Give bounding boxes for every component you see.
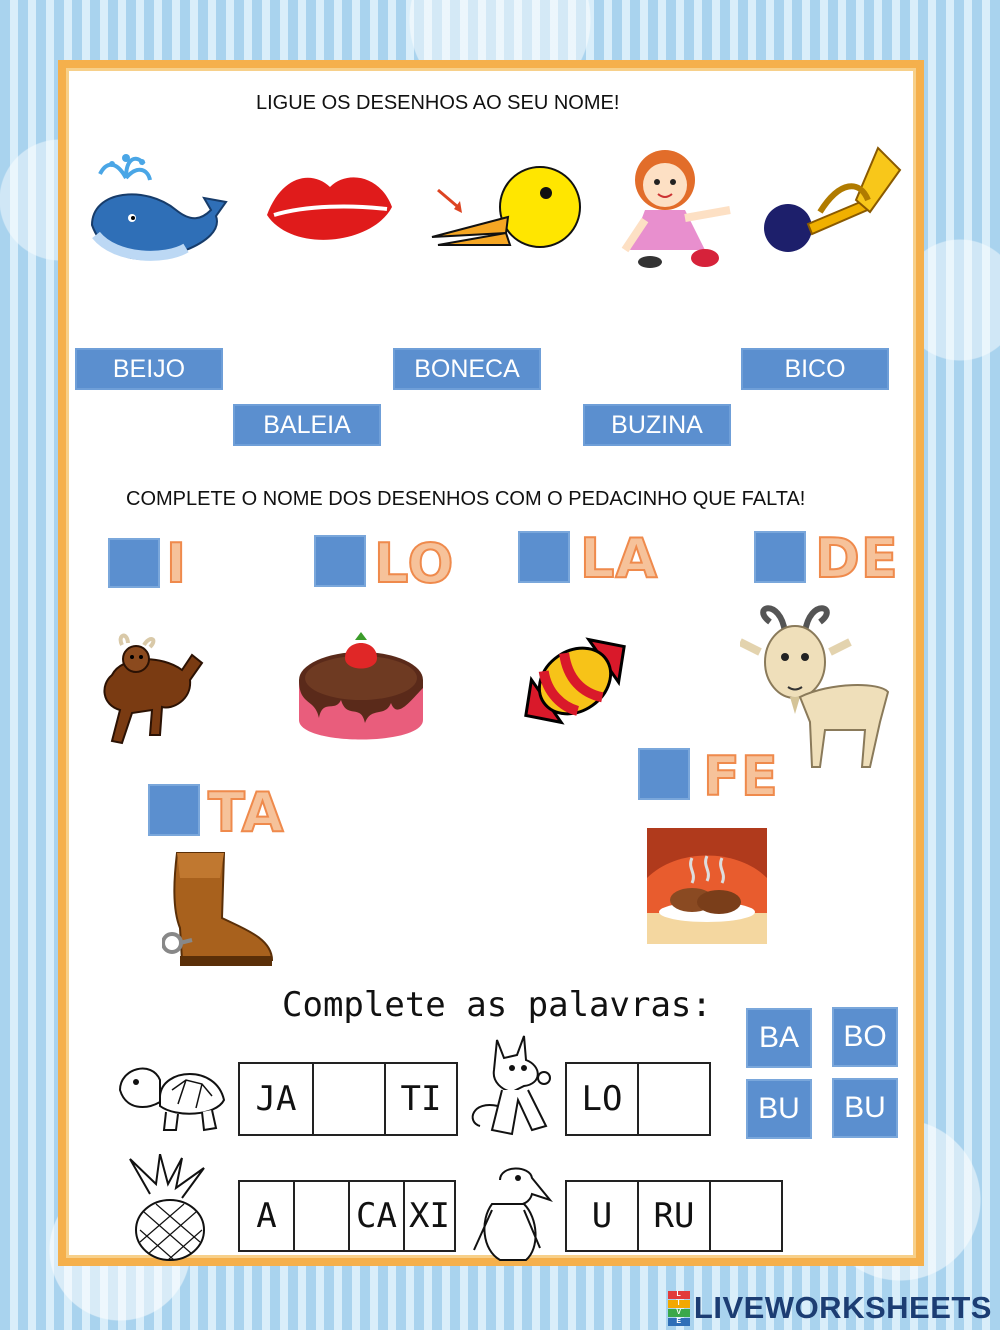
instruction-match: LIGUE OS DESENHOS AO SEU NOME! <box>256 92 620 114</box>
word-buzina[interactable]: BUZINA <box>583 404 731 446</box>
logo-mark-icon: L I V E <box>668 1291 690 1325</box>
word-boneca[interactable]: BONECA <box>393 348 541 390</box>
cell: LO <box>567 1064 639 1134</box>
answer-box-3[interactable] <box>518 531 570 583</box>
blank-cell[interactable] <box>295 1182 350 1250</box>
cell: A <box>240 1182 295 1250</box>
title-complete-words: Complete as palavras: <box>282 985 712 1025</box>
syllable-6: FE <box>703 745 779 808</box>
syllable-4: DE <box>815 527 899 590</box>
syllable-5: TA <box>208 781 285 844</box>
blank-cell[interactable] <box>314 1064 386 1134</box>
horn-icon <box>760 140 910 255</box>
word-grid-2 <box>565 1062 711 1136</box>
cake-icon <box>295 628 427 746</box>
word-beijo[interactable]: BEIJO <box>75 348 223 390</box>
tile-ba[interactable]: BA <box>746 1008 812 1068</box>
answer-box-6[interactable] <box>638 748 690 800</box>
tile-bu-1[interactable]: BU <box>746 1079 812 1139</box>
cell: RU <box>639 1182 711 1250</box>
instruction-complete: COMPLETE O NOME DOS DESENHOS COM O PEDACINHO QUE FALTA! <box>126 488 806 510</box>
cell: U <box>567 1182 639 1250</box>
wolf-icon <box>462 1030 562 1140</box>
word-grid-3 <box>238 1180 456 1252</box>
turtle-icon <box>116 1050 228 1138</box>
word-grid-1 <box>238 1062 458 1136</box>
liveworksheets-logo <box>668 1290 992 1326</box>
syllable-3: LA <box>580 527 659 590</box>
cell: XI <box>409 1196 450 1236</box>
cell: TI <box>400 1079 442 1119</box>
boot-icon <box>162 848 277 970</box>
vulture-icon <box>470 1160 555 1265</box>
cell: CA <box>350 1182 405 1250</box>
lips-icon <box>262 165 397 255</box>
tile-bo[interactable]: BO <box>832 1007 898 1067</box>
word-grid-4 <box>565 1180 783 1252</box>
brand-name: LIVEWORKSHEETS <box>693 1290 992 1325</box>
blank-cell[interactable] <box>639 1064 709 1134</box>
pineapple-icon <box>120 1154 216 1264</box>
steak-icon <box>647 828 767 944</box>
answer-box-1[interactable] <box>108 538 160 588</box>
syllable-1: I <box>166 532 188 595</box>
word-bico[interactable]: BICO <box>741 348 889 390</box>
answer-box-2[interactable] <box>314 535 366 587</box>
answer-box-4[interactable] <box>754 531 806 583</box>
candy-icon <box>510 615 640 747</box>
bull-icon <box>92 625 207 750</box>
whale-icon <box>86 150 236 275</box>
answer-box-5[interactable] <box>148 784 200 836</box>
doll-icon <box>610 140 745 280</box>
tile-bu-2[interactable]: BU <box>832 1078 898 1138</box>
cell: JA <box>240 1064 314 1134</box>
beak-icon <box>428 165 588 265</box>
word-baleia[interactable]: BALEIA <box>233 404 381 446</box>
syllable-2: LO <box>374 532 455 595</box>
blank-cell[interactable] <box>711 1182 781 1250</box>
